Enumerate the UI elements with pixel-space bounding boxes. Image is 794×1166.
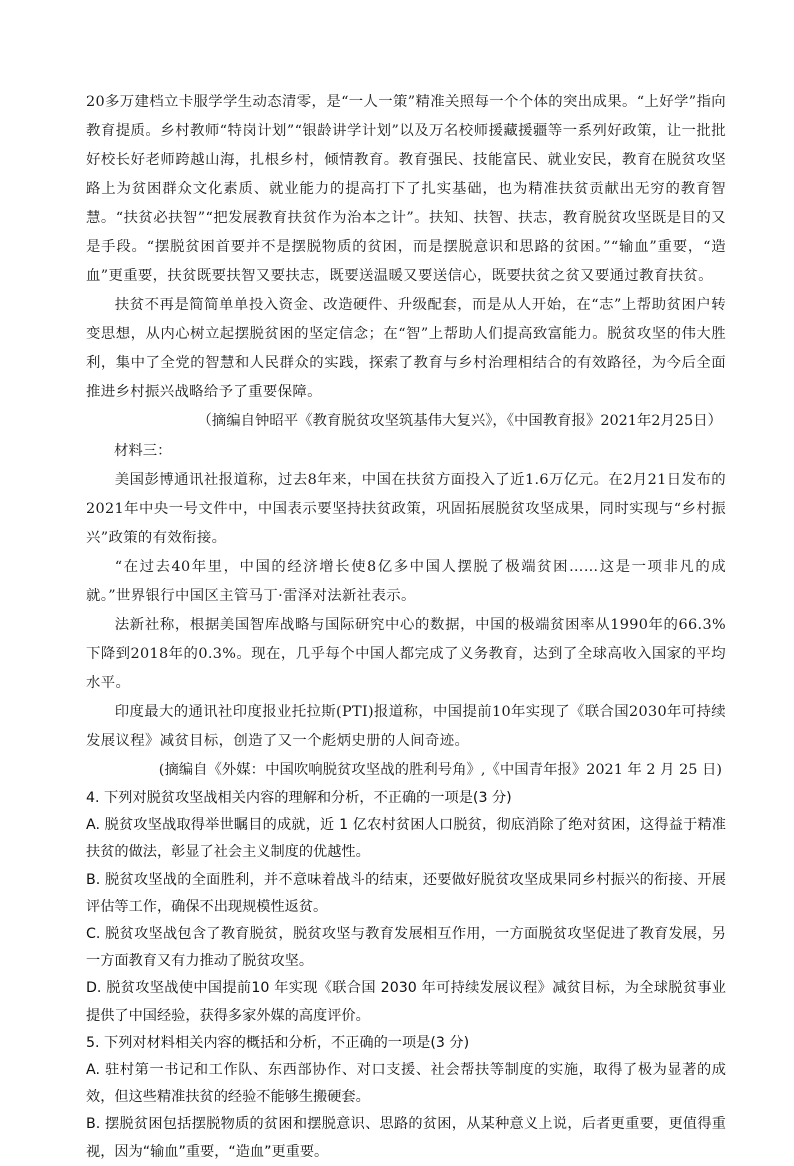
material2-paragraph-continued: 20多万建档立卡服学学生动态清零，是“一人一策”精准关照每一个个体的突出成果。“上好学”指向教育提质。乡村教师“特岗计划”“银龄讲学计划”以及万名校师援藏援疆等一系列好政策，让一批批好校长好老师跨越山海，扎根乡村，倾情教育。教育强民、技能富民、就业安民，教育在脱贫攻坚路上为贫困群众文化素质、就业能力的提高打下了扎实基础，也为精准扶贫贡献出无穷的教育智慧。“扶贫必扶智”“把发展教育扶贫作为治本之计”。扶知、扶智、扶志，教育脱贫攻坚既是目的又是手段。“摆脱贫困首要并不是摆脱物质的贫困，而是摆脱意识和思路的贫困。”“输血”重要，“造血”更重要，扶贫既要扶智又要扶志，既要送温暖又要送信心，既要扶贫之贫又要通过教育扶贫。 <box>86 94 726 284</box>
material3-paragraph-1: 美国彭博通讯社报道称，过去8年来，中国在扶贫方面投入了近1.6万亿元。在2月21日发布的2021年中央一号文件中，中国表示要坚持扶贫政策，巩固拓展脱贫攻坚成果，同时实现与“乡村振兴”政策的有效衔接。 <box>86 472 726 546</box>
material2-source: （摘编自钟昭平《教育脱贫攻坚筑基伟大复兴》，《中国教育报》2021年2月25日） <box>197 413 722 429</box>
question-4-option-d: D. 脱贫攻坚战使中国提前10 年实现《联合国 2030 年可持续发展议程》减贫目标，为全球脱贫事业提供了中国经验，获得多家外媒的高度评价。 <box>86 980 726 1024</box>
question-4-stem: 4. 下列对脱贫攻坚战相关内容的理解和分析，不正确的一项是(3 分) <box>86 790 512 806</box>
question-4-option-a: A. 脱贫攻坚战取得举世瞩目的成就，近 1 亿农村贫困人口脱贫，彻底消除了绝对贫困，这得益于精准扶贫的做法，彰显了社会主义制度的优越性。 <box>86 817 726 861</box>
material3-source: (摘编自《外媒：中国吹响脱贫攻坚战的胜利号角》,《中国青年报》2021 年 2 月 25 日) <box>158 762 722 778</box>
material3-paragraph-4: 印度最大的通讯社印度报业托拉斯(PTI)报道称，中国提前10年实现了《联合国2030年可持续发展议程》减贫目标，创造了又一个彪炳史册的人间奇迹。 <box>86 704 726 749</box>
question-5-option-b: B. 摆脱贫困包括摆脱物质的贫困和摆脱意识、思路的贫困，从某种意义上说，后者更重要，更值得重视，因为“输血”重要，“造血”更重要。 <box>86 1116 726 1160</box>
question-4-option-b: B. 脱贫攻坚战的全面胜利，并不意味着战斗的结束，还要做好脱贫攻坚成果同乡村振兴的衔接、开展评估等工作，确保不出现规模性返贫。 <box>86 871 726 915</box>
question-5-stem: 5. 下列对材料相关内容的概括和分析，不正确的一项是(3 分) <box>86 1034 470 1051</box>
material3-paragraph-3: 法新社称，根据美国智库战略与国际研究中心的数据，中国的极端贫困率从1990年的66.3%下降到2018年的0.3%。现在，几乎每个中国人都完成了义务教育，达到了全球高收入国家的平均水平。 <box>86 617 726 691</box>
question-5-option-a: A. 驻村第一书记和工作队、东西部协作、对口支援、社会帮扶等制度的实施，取得了极为显著的成效，但这些精准扶贫的经验不能够生搬硬套。 <box>86 1062 726 1106</box>
question-4-option-c: C. 脱贫攻坚战包含了教育脱贫，脱贫攻坚与教育发展相互作用，一方面脱贫攻坚促进了教育发展，另一方面教育又有力推动了脱贫攻坚。 <box>86 926 726 970</box>
page-content <box>86 88 726 1166</box>
material3-paragraph-2: “在过去40年里，中国的经济增长使8亿多中国人摆脱了极端贫困……这是一项非凡的成就。”世界银行中国区主管马丁·雷泽对法新社表示。 <box>86 559 726 604</box>
material2-paragraph-2: 扶贫不再是简简单单投入资金、改造硬件、升级配套，而是从人开始，在“志”上帮助贫困户转变思想，从内心树立起摆脱贫困的坚定信念；在“智”上帮助人们提高致富能力。脱贫攻坚的伟大胜利，集中了全党的智慧和人民群众的实践，探索了教育与乡村治理相结合的有效路径，为今后全面推进乡村振兴战略给予了重要保障。 <box>86 297 726 400</box>
material3-heading: 材料三： <box>114 443 172 459</box>
